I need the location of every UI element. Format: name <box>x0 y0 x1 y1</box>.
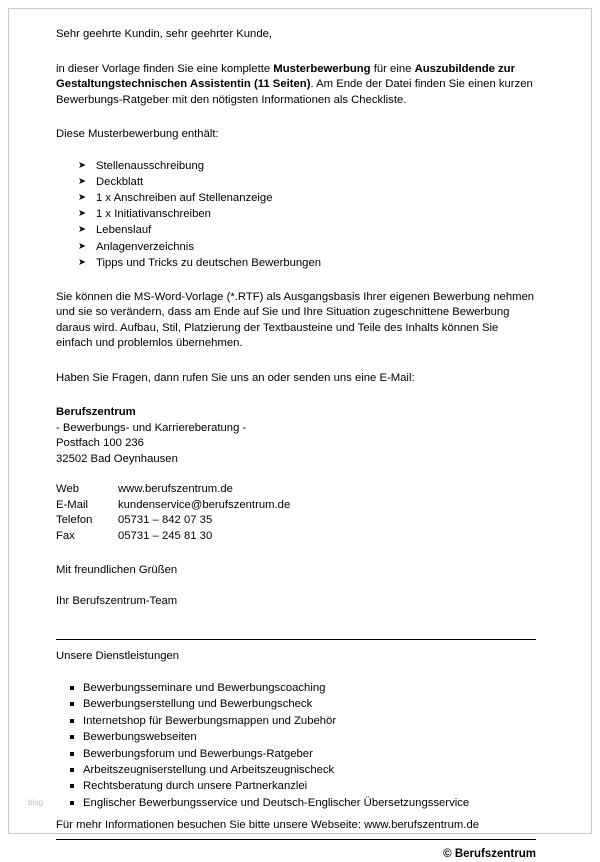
contact-label: Fax <box>56 529 75 542</box>
contents-item-label: Tipps und Tricks zu deutschen Bewerbungen <box>96 256 322 269</box>
list-item <box>56 222 536 238</box>
closing-line: Mit freundlichen Grüßen <box>56 564 178 577</box>
service-item-label: Bewerbungswebseiten <box>83 731 197 744</box>
contents-item-label: Stellenausschreibung <box>96 159 205 172</box>
intro-part2: für eine <box>370 62 415 75</box>
service-item-label: Arbeitszeugniserstellung und Arbeitszeugnischeck <box>83 763 335 776</box>
services-list <box>56 680 536 811</box>
list-item <box>56 778 536 794</box>
intro-part1: in dieser Vorlage finden Sie eine komplette <box>56 62 274 75</box>
list-item <box>56 174 536 190</box>
list-item <box>56 762 536 778</box>
table-row <box>56 482 290 498</box>
divider-bottom <box>56 839 536 840</box>
list-item <box>56 206 536 222</box>
services-heading: Unsere Dienstleistungen <box>56 650 180 663</box>
intro-part3: . Am Ende der Datei finden Sie einen kurzen Bewerbungs-Ratgeber mit den nötigsten Informationen als Checkliste. <box>56 78 533 106</box>
list-item <box>56 158 536 174</box>
table-row <box>56 529 290 545</box>
contact-label: Web <box>56 483 80 496</box>
usage-paragraph: Sie können die MS-Word-Vorlage (*.RTF) als Ausgangsbasis Ihrer eigenen Bewerbung nehmen und sie so verändern, dass am Ende auf Sie und Ihre Situation zugeschnittene Bewerbung daraus wird. Aufbau, Stil, Platzierung der Textbausteine und Teile des Inhalts können Sie einfach und problemlos übernehmen. <box>56 290 535 350</box>
contact-value: www.berufszentrum.de <box>118 483 233 496</box>
more-info-line: Für mehr Informationen besuchen Sie bitte unsere Webseite: www.berufszentrum.de <box>56 819 480 832</box>
list-item <box>56 190 536 206</box>
list-item <box>56 713 536 729</box>
service-item-label: Bewerbungsforum und Bewerbungs-Ratgeber <box>83 747 313 760</box>
document-body <box>56 27 536 862</box>
contact-label: Telefon <box>56 514 93 527</box>
contents-list <box>56 158 536 271</box>
company-subtitle: - Bewerbungs- und Karriereberatung - <box>56 421 247 434</box>
contents-item-label: Anlagenverzeichnis <box>96 240 194 253</box>
service-item-label: Bewerbungserstellung und Bewerbungscheck <box>83 698 313 711</box>
intro-bold2: Auszubildende zur Gestaltungstechnischen Assistentin (11 Seiten) <box>56 62 515 90</box>
service-item-label: Rechtsberatung durch unsere Partnerkanzlei <box>83 780 308 793</box>
list-item <box>56 696 536 712</box>
contents-item-label: Deckblatt <box>96 175 144 188</box>
contents-item-label: Lebenslauf <box>96 224 152 237</box>
document-page <box>8 8 592 860</box>
intro-bold1: Musterbewerbung <box>273 62 371 75</box>
service-item-label: Bewerbungsseminare und Bewerbungscoaching <box>83 681 326 694</box>
list-item <box>56 795 536 811</box>
salutation: Sehr geehrte Kundin, sehr geehrter Kunde, <box>56 28 273 40</box>
service-item-label: Englischer Bewerbungsservice und Deutsch-Englischer Übersetzungsservice <box>83 796 470 809</box>
company-name: Berufszentrum <box>56 406 136 419</box>
list-item <box>56 680 536 696</box>
contact-label: E-Mail <box>56 498 89 511</box>
watermark: blog <box>28 798 44 807</box>
list-item <box>56 746 536 762</box>
contact-value: 05731 – 842 07 35 <box>118 514 213 527</box>
list-item <box>56 729 536 745</box>
contact-value: kundenservice@berufszentrum.de <box>118 498 291 511</box>
service-item-label: Internetshop für Bewerbungsmappen und Zubehör <box>83 714 337 727</box>
intro-paragraph <box>56 62 536 109</box>
company-po-box: Postfach 100 236 <box>56 437 144 450</box>
contents-heading: Diese Musterbewerbung enthält: <box>56 128 219 140</box>
signature-line: Ihr Berufszentrum-Team <box>56 594 178 607</box>
table-row <box>56 513 290 529</box>
contact-table <box>56 482 290 544</box>
list-item <box>56 255 536 271</box>
list-item <box>56 239 536 255</box>
table-row <box>56 498 290 514</box>
contents-item-label: 1 x Anschreiben auf Stellenanzeige <box>96 191 273 204</box>
copyright-line: © Berufszentrum <box>443 847 536 860</box>
divider-top <box>56 639 536 640</box>
contact-value: 05731 – 245 81 30 <box>118 529 213 542</box>
questions-line: Haben Sie Fragen, dann rufen Sie uns an oder senden uns eine E-Mail: <box>56 371 415 384</box>
company-city: 32502 Bad Oeynhausen <box>56 452 178 465</box>
contents-item-label: 1 x Initiativanschreiben <box>96 208 211 221</box>
